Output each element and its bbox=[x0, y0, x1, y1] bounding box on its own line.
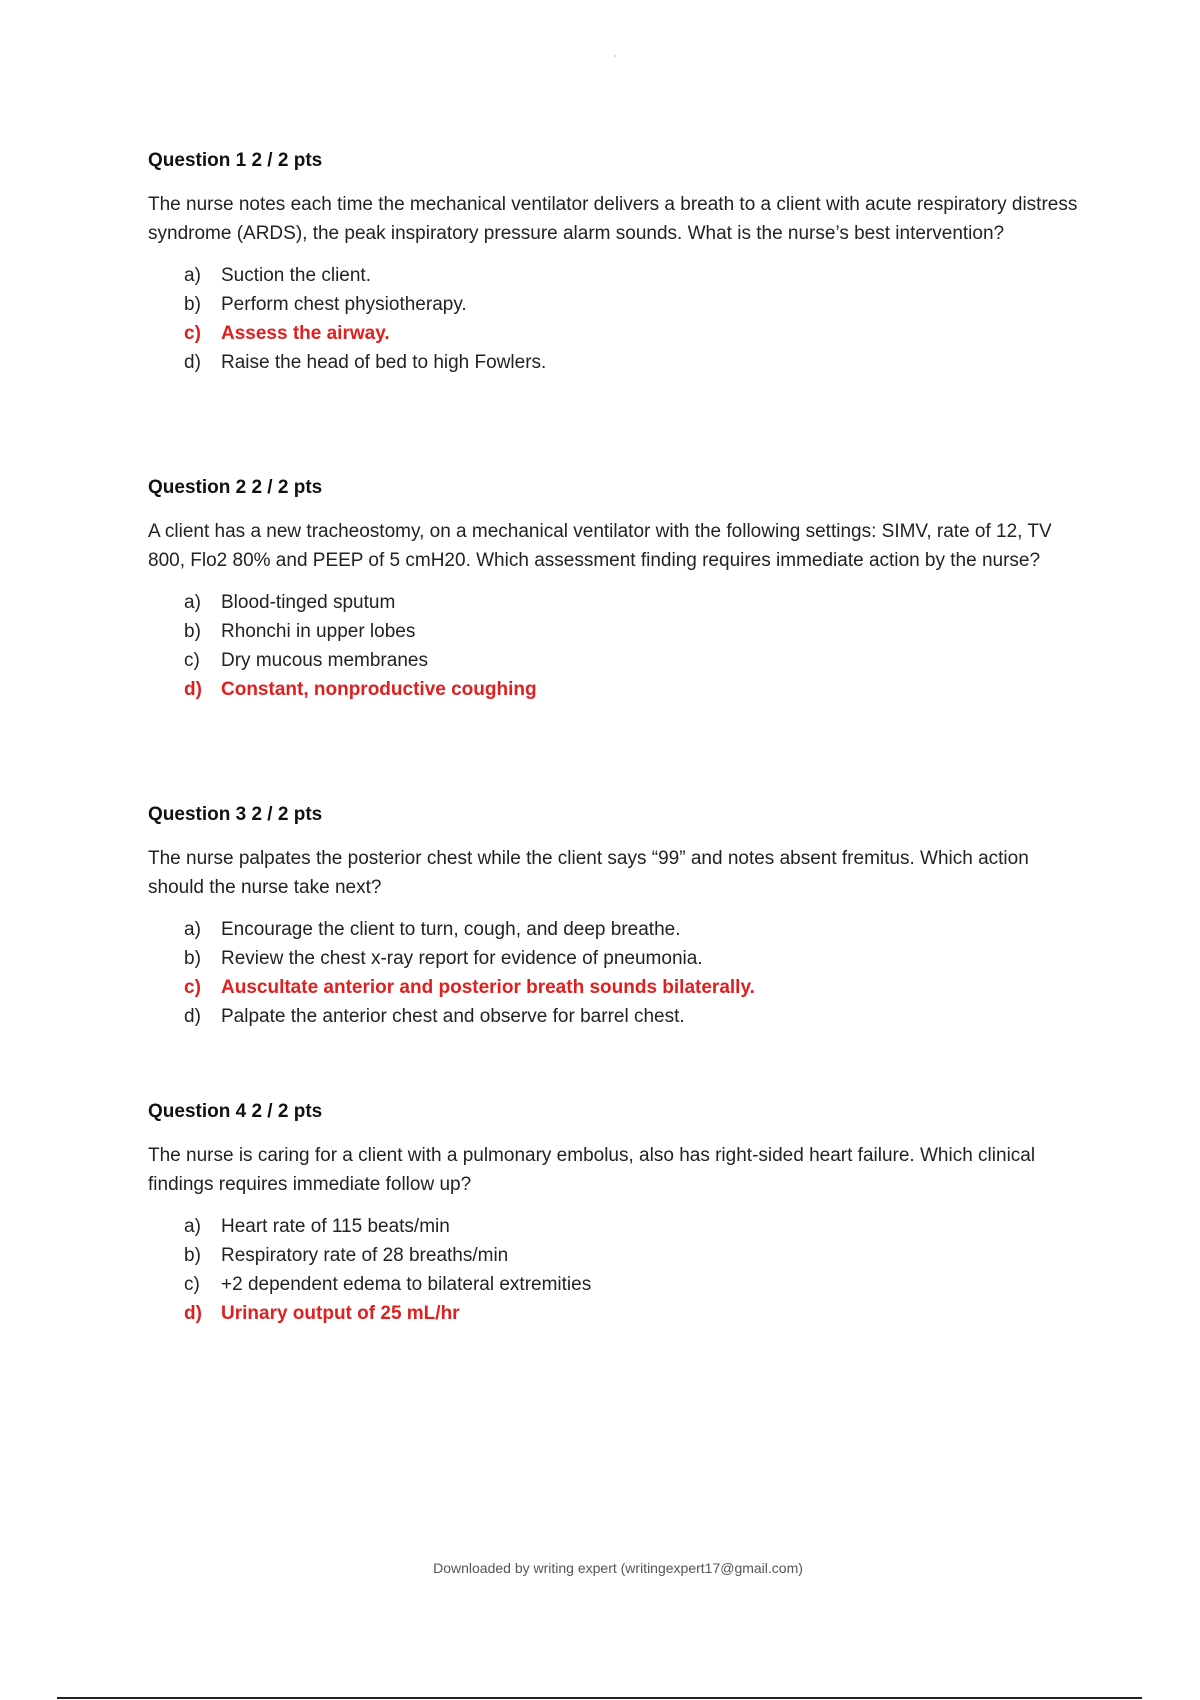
option-b: b) Rhonchi in upper lobes bbox=[184, 621, 416, 642]
option-d-correct: d) Urinary output of 25 mL/hr bbox=[184, 1303, 460, 1324]
option-a: a) Blood-tinged sputum bbox=[184, 592, 396, 613]
option-c-correct: c) Assess the airway. bbox=[184, 323, 390, 344]
option-b: b) Review the chest x-ray report for evidence of pneumonia. bbox=[184, 948, 703, 969]
answer-options bbox=[184, 261, 1088, 377]
option-a: a) Suction the client. bbox=[184, 265, 371, 286]
answer-options bbox=[184, 588, 1088, 704]
question-heading: Question 3 2 / 2 pts bbox=[148, 804, 323, 825]
option-b: b) Respiratory rate of 28 breaths/min bbox=[184, 1245, 509, 1266]
option-b: b) Perform chest physiotherapy. bbox=[184, 294, 467, 315]
question-2 bbox=[148, 477, 1088, 704]
question-heading: Question 1 2 / 2 pts bbox=[148, 150, 323, 171]
download-footer: Downloaded by writing expert (writingexpert17@gmail.com) bbox=[433, 1560, 803, 1576]
option-c: c) +2 dependent edema to bilateral extremities bbox=[184, 1274, 592, 1295]
question-3 bbox=[148, 804, 1088, 1031]
option-a: a) Heart rate of 115 beats/min bbox=[184, 1216, 450, 1237]
option-c: c) Dry mucous membranes bbox=[184, 650, 428, 671]
answer-options bbox=[184, 1212, 1088, 1328]
question-text: The nurse notes each time the mechanical ventilator delivers a breath to a client with acute respiratory distress syndrome (ARDS), the peak inspiratory pressure alarm sounds. What is the nurse’s best intervention? bbox=[148, 194, 1078, 244]
answer-options bbox=[184, 915, 1088, 1031]
question-text: A client has a new tracheostomy, on a mechanical ventilator with the following settings: SIMV, rate of 12, TV 800, Flo2 80% and PEEP of 5 cmH20. Which assessment finding requires immediate action by the nurse? bbox=[148, 521, 1052, 571]
option-d: d) Palpate the anterior chest and observe for barrel chest. bbox=[184, 1006, 685, 1027]
page-bottom-rule bbox=[57, 1697, 1142, 1699]
question-text: The nurse palpates the posterior chest while the client says “99” and notes absent fremitus. Which action should the nurse take next? bbox=[148, 848, 1029, 898]
option-d: d) Raise the head of bed to high Fowlers. bbox=[184, 352, 547, 373]
question-4 bbox=[148, 1101, 1088, 1328]
question-text: The nurse is caring for a client with a pulmonary embolus, also has right-sided heart failure. Which clinical findings requires immediate follow up? bbox=[148, 1145, 1036, 1195]
question-1 bbox=[148, 150, 1088, 377]
option-a: a) Encourage the client to turn, cough, and deep breathe. bbox=[184, 919, 681, 940]
option-d-correct: d) Constant, nonproductive coughing bbox=[184, 679, 537, 700]
question-heading: Question 4 2 / 2 pts bbox=[148, 1101, 323, 1122]
question-heading: Question 2 2 / 2 pts bbox=[148, 477, 323, 498]
option-c-correct: c) Auscultate anterior and posterior breath sounds bilaterally. bbox=[184, 977, 755, 998]
page-speck bbox=[614, 55, 616, 57]
